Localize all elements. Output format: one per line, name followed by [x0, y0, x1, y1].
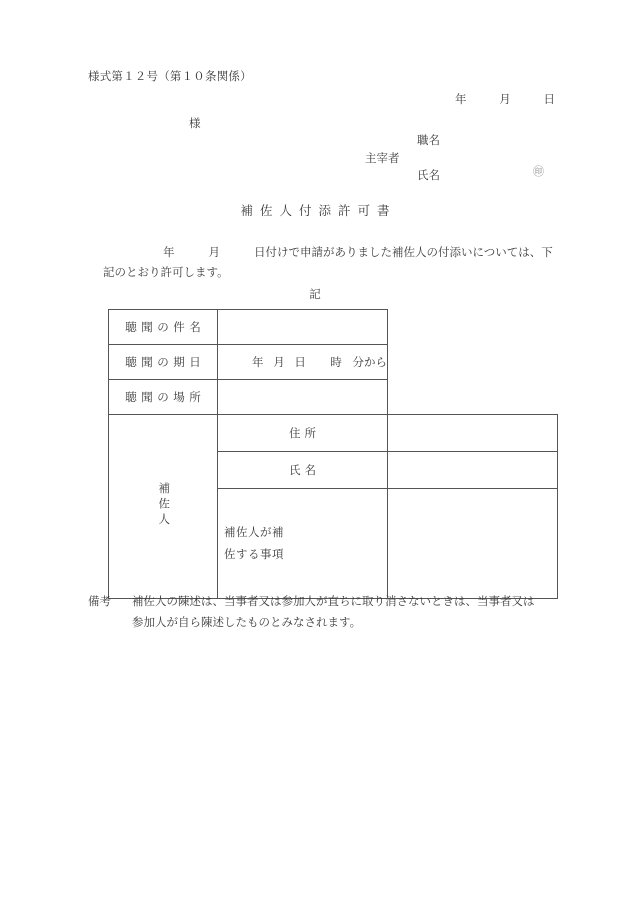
label-assistant-matters	[218, 489, 388, 599]
header-date-year: 年	[455, 94, 467, 106]
field-assistant-matters[interactable]	[388, 489, 558, 599]
datetime-month: 月	[273, 357, 285, 369]
label-hearing-location: 聴聞の場所	[109, 380, 218, 415]
seal-icon: ㊞	[533, 166, 544, 178]
page-title: 補佐人付添許可書	[240, 204, 397, 218]
label-assistant-name: 氏名	[218, 452, 388, 489]
body-date-year: 年	[163, 247, 175, 259]
footer-note-line1: 補佐人の陳述は、当事者又は参加人が直ちに取り消さないときは、当事者又は	[132, 596, 535, 608]
header-date-line	[455, 91, 555, 107]
datetime-day: 日	[294, 357, 306, 369]
form-number: 様式第１２号（第１０条関係）	[88, 71, 252, 83]
label-assistant-section: 補佐人	[109, 415, 218, 599]
label-assistant-matters-line2: 佐する事項	[224, 548, 284, 561]
label-assistant-matters-line1: 補佐人が補	[224, 526, 284, 539]
body-paragraph	[103, 243, 563, 283]
field-assistant-name[interactable]	[388, 452, 558, 489]
field-assistant-address[interactable]	[388, 415, 558, 452]
field-hearing-datetime[interactable]	[218, 345, 388, 380]
field-hearing-location[interactable]	[218, 380, 388, 415]
datetime-field-group	[218, 354, 387, 370]
header-date-day: 日	[543, 94, 555, 106]
label-hearing-subject: 聴聞の件名	[109, 310, 218, 345]
label-assistant-address: 住所	[218, 415, 388, 452]
field-hearing-subject[interactable]	[218, 310, 388, 345]
ki-mark: 記	[309, 289, 321, 301]
footer-note-label: 備考	[88, 596, 111, 608]
table-row-subject	[109, 310, 558, 345]
hearing-form-table	[108, 309, 558, 599]
datetime-minute: 分から	[352, 357, 387, 369]
footer-note	[88, 592, 575, 634]
addressee-suffix: 様	[189, 118, 201, 130]
label-hearing-datetime: 聴聞の期日	[109, 345, 218, 380]
datetime-hour: 時	[330, 357, 342, 369]
table-row-datetime	[109, 345, 558, 380]
issuer-role-label: 主宰者	[365, 153, 400, 165]
body-text: 日付けで申請がありました補佐人の付添いについては、下記のとおり許可します。	[103, 247, 553, 279]
body-date-month: 月	[208, 247, 220, 259]
datetime-year: 年	[252, 357, 264, 369]
issuer-title-label: 職名	[417, 135, 440, 147]
issuer-name-label: 氏名	[417, 170, 440, 182]
table-row-location	[109, 380, 558, 415]
issuer-block	[365, 132, 560, 186]
header-date-month: 月	[499, 94, 511, 106]
table-row-assistant-address	[109, 415, 558, 452]
footer-note-line2: 参加人が自ら陳述したものとみなされます。	[132, 617, 362, 629]
